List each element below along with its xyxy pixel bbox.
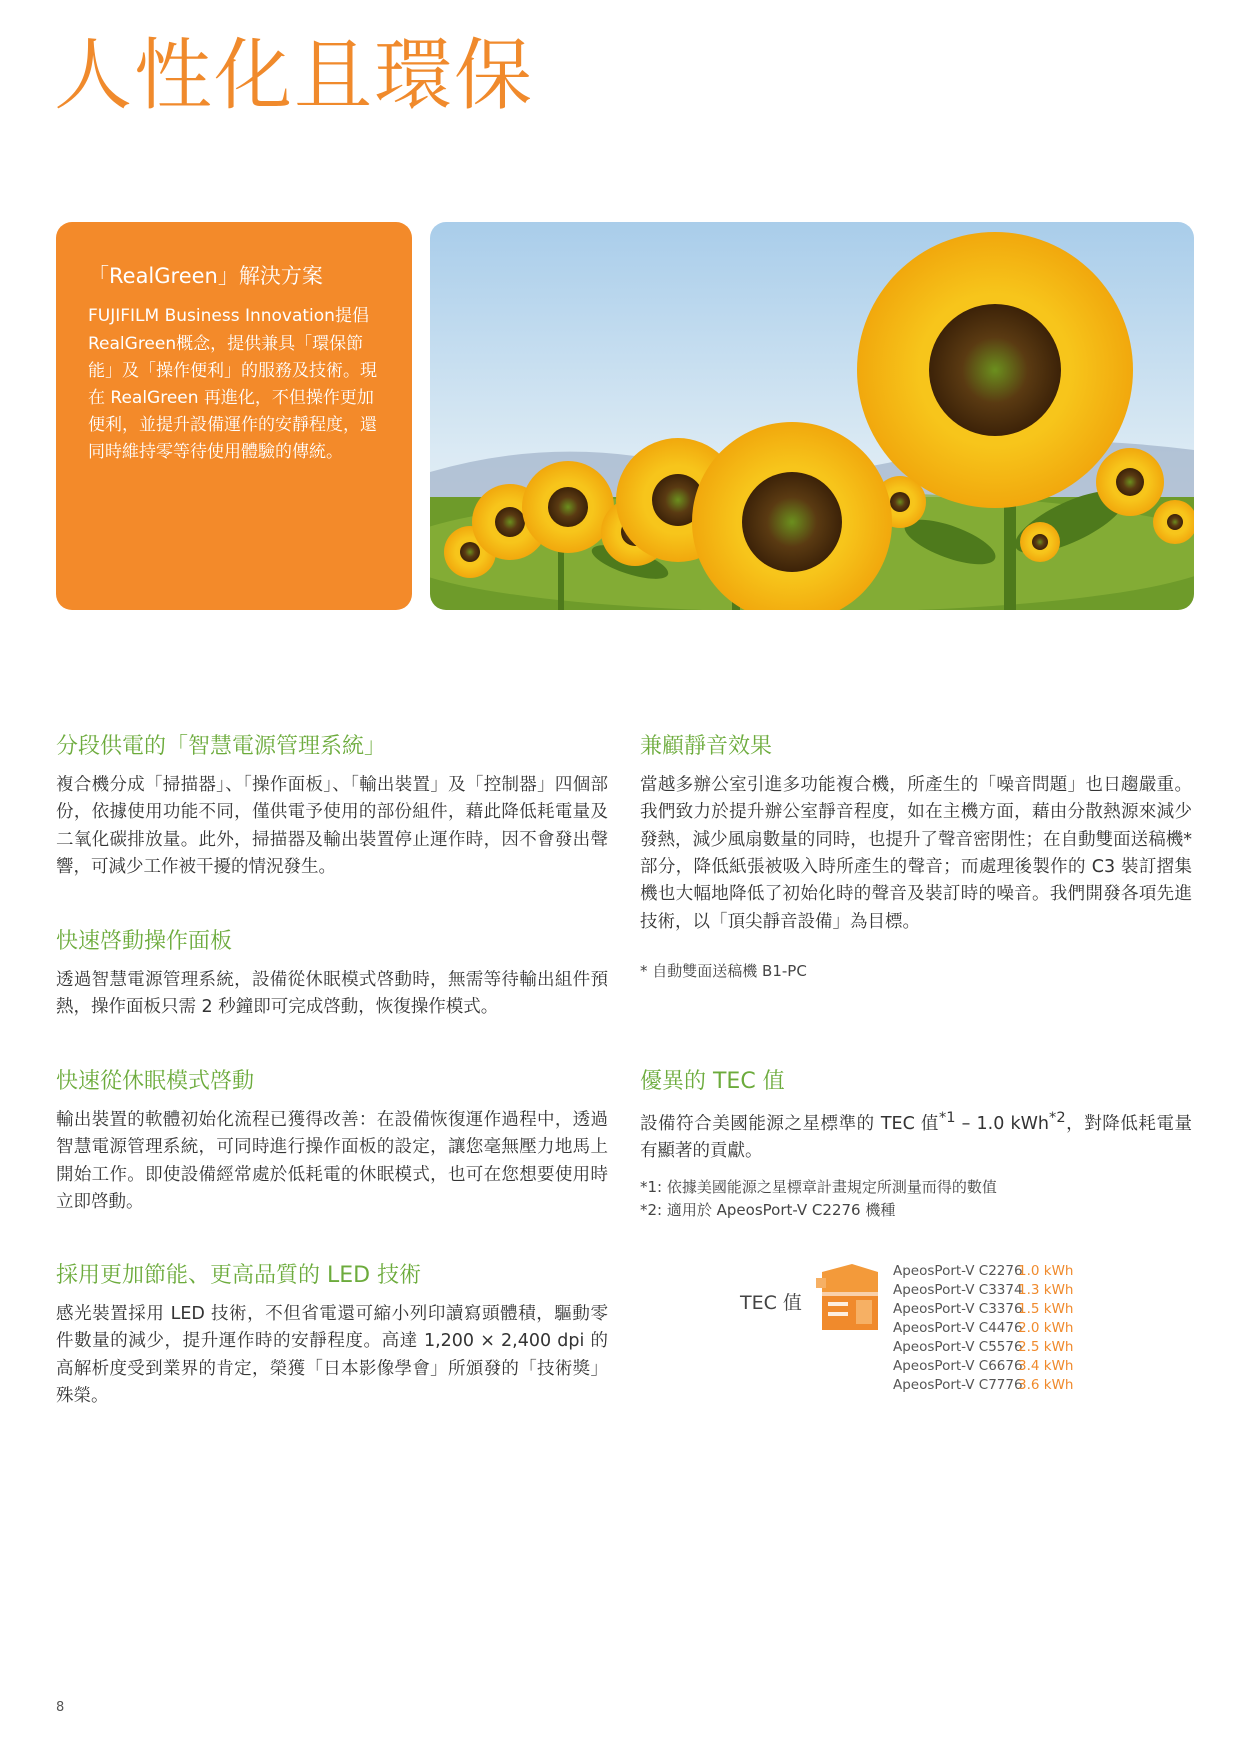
tec-row: ApeosPort-V C3374 1.3 kWh: [893, 1282, 1074, 1298]
printer-icon: [816, 1262, 882, 1336]
quiet-heading: 兼顧靜音效果: [640, 734, 773, 759]
tec-row: ApeosPort-V C4476 2.0 kWh: [893, 1320, 1074, 1336]
tec-row: ApeosPort-V C6676 3.4 kWh: [893, 1358, 1074, 1374]
realgreen-panel: [56, 222, 412, 610]
sunflower-photo: [430, 222, 1194, 610]
tec-row: ApeosPort-V C2276 1.0 kWh: [893, 1263, 1074, 1279]
realgreen-body: FUJIFILM Business Innovation提倡RealGreen概念，提供兼具「環保節能」及「操作便利」的服務及技術。現在 RealGreen 再進化，不但操作更加便利，並提升設備運作的安靜程度，還同時維持零等待使用體驗的傳統。: [88, 306, 377, 463]
tec-label: TEC 值: [740, 1292, 802, 1314]
tec-note-2: *2: 適用於 ApeosPort-V C2276 機種: [640, 1200, 896, 1219]
power-management-body: 複合機分成「掃描器」、「操作面板」、「輸出裝置」及「控制器」四個部份，依據使用功能不同，僅供電予使用的部份組件，藉此降低耗電量及二氧化碳排放量。此外，掃描器及輸出裝置停止運作時，因不會發出聲響，可減少工作被干擾的情況發生。: [56, 774, 608, 877]
tec-row: ApeosPort-V C3376 1.5 kWh: [893, 1301, 1074, 1317]
quick-panel-body: 透過智慧電源管理系統，設備從休眠模式啓動時，無需等待輸出組件預熱，操作面板只需 2 秒鐘即可完成啓動，恢復操作模式。: [56, 969, 608, 1018]
quick-panel-heading: 快速啓動操作面板: [56, 929, 233, 954]
sleep-wake-heading: 快速從休眠模式啓動: [56, 1069, 255, 1094]
sleep-wake-section: [56, 1068, 608, 1216]
tec-notes: [640, 1176, 997, 1221]
tec-note-1: *1: 依據美國能源之星標章計畫規定所測量而得的數值: [640, 1178, 997, 1196]
realgreen-heading: 「RealGreen」解決方案: [88, 264, 323, 288]
tec-heading: 優異的 TEC 值: [640, 1069, 785, 1094]
page-number: 8: [56, 1700, 65, 1715]
quiet-section: [640, 733, 1192, 936]
tec-body: 設備符合美國能源之星標準的 TEC 值$^{*1}$ – 1.0 kWh$^{*2}$，對降低耗電量有顯著的貢獻。: [640, 1108, 1192, 1161]
led-heading: 採用更加節能、更高品質的 LED 技術: [56, 1263, 422, 1288]
power-management-section: [56, 733, 608, 881]
quick-panel-section: [56, 928, 608, 1022]
power-management-heading: 分段供電的「智慧電源管理系統」: [56, 734, 387, 759]
sleep-wake-body: 輸出裝置的軟體初始化流程已獲得改善：在設備恢復運作過程中，透過智慧電源管理系統，可同時進行操作面板的設定，讓您毫無壓力地馬上開始工作。即使設備經常處於低耗電的休眠模式，也可在您想要使用時立即啓動。: [56, 1109, 608, 1212]
tec-section: [640, 1068, 1192, 1165]
quiet-body: 當越多辦公室引進多功能複合機，所產生的「噪音問題」也日趨嚴重。我們致力於提升辦公室靜音程度，如在主機方面，藉由分散熱源來減少發熱，減少風扇數量的同時，也提升了聲音密閉性；在自動雙面送稿機*部分，降低紙張被吸入時所產生的聲音；而處理後製作的 C3 裝訂摺集機也大幅地降低了初始化時的聲音及裝訂時的噪音。我們開發各項先進技術，以「頂尖靜音設備」為目標。: [640, 774, 1192, 932]
led-section: [56, 1262, 608, 1410]
tec-row: ApeosPort-V C7776 3.6 kWh: [893, 1377, 1074, 1393]
tec-row: ApeosPort-V C5576 2.5 kWh: [893, 1339, 1074, 1355]
quiet-footnote: * 自動雙面送稿機 B1-PC: [640, 962, 807, 980]
led-body: 感光裝置採用 LED 技術，不但省電還可縮小列印讀寫頭體積，驅動零件數量的減少，提升運作時的安靜程度。高達 1,200 × 2,400 dpi 的高解析度受到業界的肯定，榮獲「日本影像學會」所頒發的「技術獎」殊榮。: [56, 1303, 608, 1406]
page-title: 人性化且環保: [54, 31, 535, 121]
tec-table: [893, 1262, 1073, 1395]
